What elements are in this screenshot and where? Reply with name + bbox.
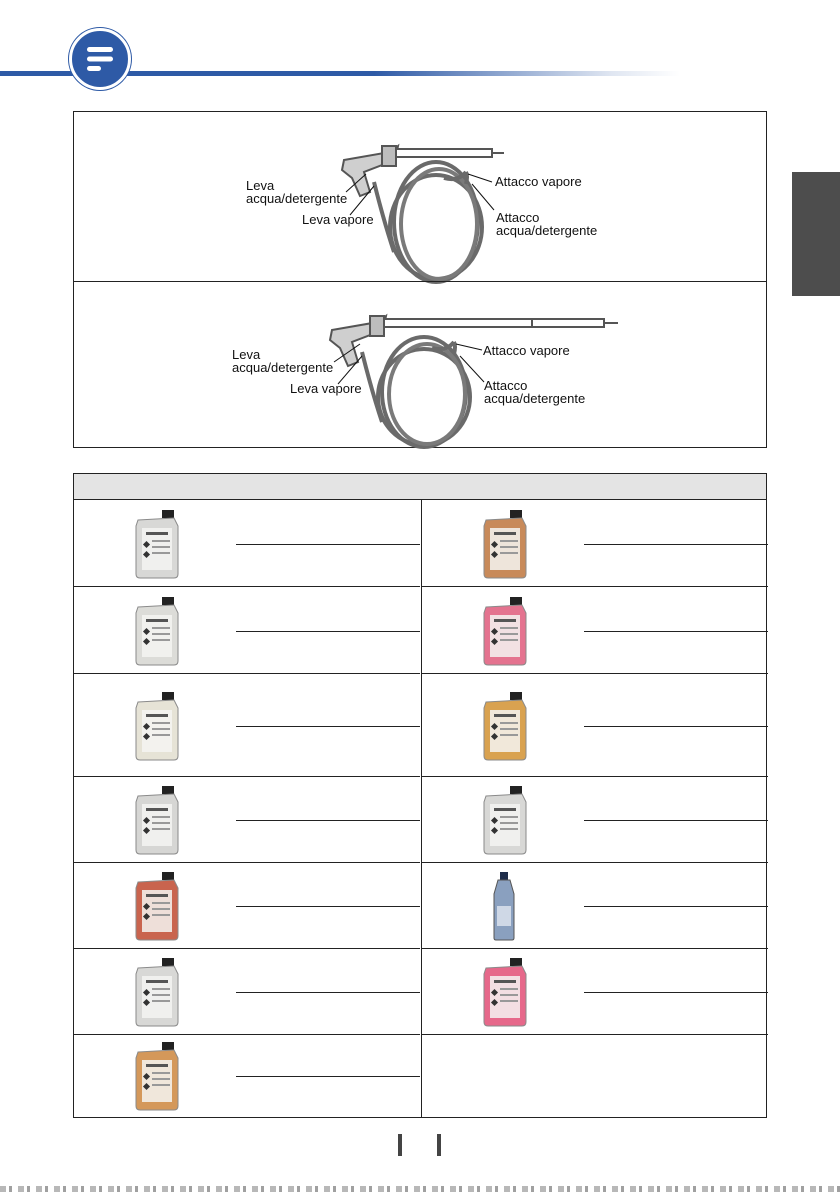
header-badge <box>69 28 131 90</box>
detergent-bottle-image <box>478 870 530 942</box>
menu-lines-icon <box>72 31 128 87</box>
detergent-canister-image <box>478 956 530 1028</box>
page-marker-right <box>437 1134 441 1156</box>
lever-water-detergent-label-1: Leva acqua/detergente <box>246 178 348 206</box>
product-name-underline <box>236 631 420 632</box>
lever-water-detergent-label-2: Leva acqua/detergente <box>232 347 334 375</box>
product-name-underline <box>236 726 420 727</box>
detergent-canister-image <box>130 956 182 1028</box>
product-cell <box>74 500 420 587</box>
product-name-underline <box>236 544 420 545</box>
lever-steam-label-2: Leva vapore <box>290 381 362 396</box>
detergent-canister-image <box>478 784 530 856</box>
product-cell <box>422 949 768 1035</box>
side-section-tab[interactable] <box>792 172 840 296</box>
product-name-underline <box>584 906 768 907</box>
detergent-canister-image <box>130 870 182 942</box>
product-cell <box>74 674 420 777</box>
detergent-canister-image <box>130 690 182 762</box>
detergent-canister-image <box>478 690 530 762</box>
water-detergent-connection-label-1: Attacco acqua/detergente <box>496 210 598 238</box>
product-name-underline <box>584 820 768 821</box>
product-cell <box>74 1035 420 1117</box>
steam-connection-label-2: Attacco vapore <box>483 343 570 358</box>
print-strip <box>0 1186 840 1192</box>
product-cell <box>422 777 768 863</box>
water-detergent-connection-label-2: Attacco acqua/detergente <box>484 378 586 406</box>
product-cell <box>74 777 420 863</box>
product-name-underline <box>236 820 420 821</box>
product-table-header <box>74 474 766 500</box>
detergent-canister-image <box>130 595 182 667</box>
product-cell <box>74 863 420 949</box>
detergent-canister-image <box>478 595 530 667</box>
product-cell <box>422 674 768 777</box>
product-name-underline <box>584 726 768 727</box>
product-table <box>73 473 767 1118</box>
product-cell <box>422 587 768 674</box>
product-name-underline <box>236 992 420 993</box>
product-name-underline <box>584 992 768 993</box>
product-name-underline <box>236 906 420 907</box>
detergent-canister-image <box>130 508 182 580</box>
steam-connection-label-1: Attacco vapore <box>495 174 582 189</box>
product-cell <box>422 863 768 949</box>
lever-steam-label-1: Leva vapore <box>302 212 374 227</box>
hose-diagram-box <box>73 111 767 448</box>
detergent-canister-image <box>478 508 530 580</box>
page-marker-left <box>398 1134 402 1156</box>
detergent-canister-image <box>130 1040 182 1112</box>
product-cell <box>74 949 420 1035</box>
hose-divider <box>74 281 766 282</box>
product-cell <box>422 500 768 587</box>
product-name-underline <box>584 631 768 632</box>
product-cell <box>74 587 420 674</box>
detergent-canister-image <box>130 784 182 856</box>
product-name-underline <box>236 1076 420 1077</box>
product-name-underline <box>584 544 768 545</box>
